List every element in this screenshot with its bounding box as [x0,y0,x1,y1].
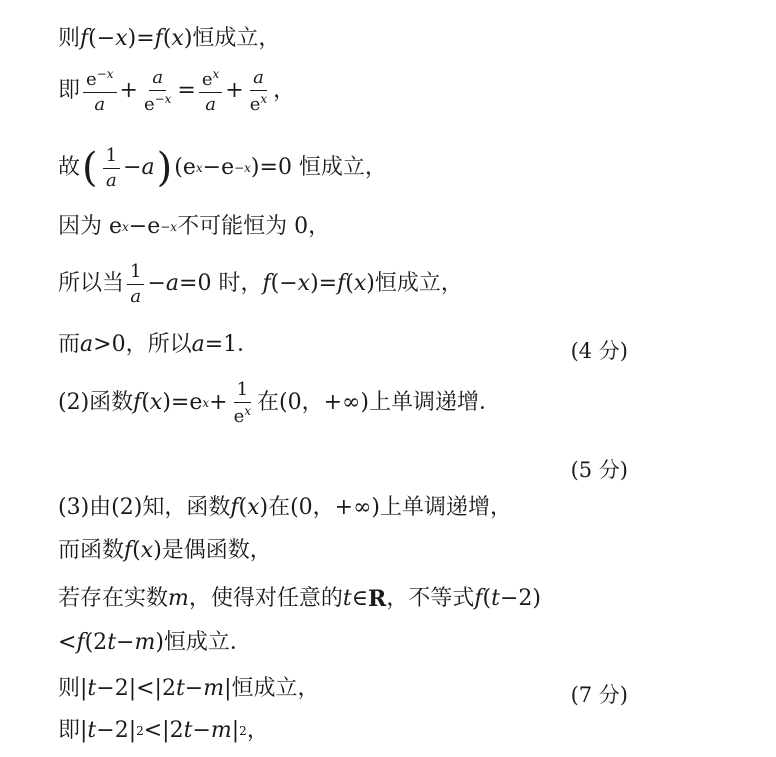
math-var: f [230,495,239,520]
math-var: t [87,676,97,701]
exponent: x [260,91,268,106]
text: 因为 e [58,214,123,239]
text: 所以当 [58,271,125,297]
math-var: f [133,390,142,416]
score-label: (5 分) [570,458,628,482]
text: ， [273,78,296,104]
text: 在(0，+∞)上单调递增． [257,390,501,416]
exponent: x [244,403,252,418]
text: ( [238,495,248,520]
math-var: x [115,26,128,51]
math-var: f [262,271,271,297]
math-var: m [168,586,189,611]
exponent: x [195,161,203,176]
operator: − [123,155,142,181]
text: )恒成立， [366,271,463,297]
exponent: x [212,67,220,81]
operator: − [184,676,204,701]
solution-line-3 [58,146,387,191]
text: (e [174,155,196,181]
fraction [103,146,120,191]
denominator: e [143,93,155,115]
exponent: −x [154,91,172,106]
score-label: (4 分) [570,339,628,363]
text: ，不等式 [386,586,475,611]
operator: + [225,78,244,104]
fraction [127,262,144,307]
solution-line-14 [58,720,269,742]
solution-line-13 [58,678,320,700]
numerator: e [86,69,97,90]
text: |恒成立， [224,676,320,701]
exponent: −x [160,220,178,234]
math-var: m [210,718,232,743]
text: −2|<|2 [96,676,176,701]
text: | [231,718,240,743]
text: )在(0，+∞)上单调递增， [259,495,513,520]
solution-line-2 [58,68,295,115]
text: )恒成立． [155,630,252,655]
denominator: a [205,93,216,115]
exponent: 2 [239,724,247,738]
math-var: t [183,718,193,743]
text: 故 [58,155,81,181]
operator: + [209,390,228,416]
math-var: m [134,630,156,655]
text: 不可能恒为 0， [177,214,331,239]
math-var: f [154,26,163,51]
math-var: a [191,332,205,357]
text: ， [246,718,269,743]
text: ( [132,538,141,563]
math-var: a [165,271,180,297]
text: 若存在实数 [58,586,169,611]
text: ，使得对任意的 [188,586,343,611]
text: (2)函数 [58,390,134,416]
fraction [199,68,222,115]
math-var: t [491,586,500,611]
text: 则 [58,26,81,51]
math-var: x [247,495,260,520]
math-var: a [80,332,94,357]
operator: = [177,78,196,104]
denominator: a [130,285,142,307]
fraction [231,380,254,427]
text: −2) [499,586,541,611]
math-var: x [353,271,367,297]
exponent: x [202,396,210,411]
text: 则| [58,676,88,701]
solution-line-1 [58,28,280,50]
text: <|2 [143,718,184,743]
math-var: m [203,676,225,701]
text: )=0 恒成立， [250,155,387,181]
numerator: 1 [234,380,251,403]
exponent: x [122,220,129,234]
text: )= [310,271,338,297]
denominator: e [249,93,261,115]
solution-line-11 [58,588,541,610]
text: −e [128,214,161,239]
text: −e [202,155,235,181]
text: (3)由(2)知，函数 [58,495,231,520]
text: (− [88,26,116,51]
math-var: f [76,630,85,655]
text: ( [482,586,492,611]
text: >0，所以 [93,332,192,357]
left-paren: ( [82,145,98,192]
exponent: −x [234,161,251,176]
text: 而函数 [58,538,125,563]
denominator: e [233,405,245,427]
math-var: f [124,538,133,563]
solution-line-6 [58,334,259,356]
exponent: 2 [136,724,144,738]
text: −2| [96,718,137,743]
solution-line-10 [58,540,272,562]
score-label: (7 分) [570,683,628,707]
text: ( [162,26,172,51]
math-var: x [171,26,184,51]
exponent: −x [96,67,114,81]
solution-line-12 [58,632,252,654]
denominator: a [94,93,106,115]
solution-line-9 [58,497,512,519]
math-var: a [141,155,155,181]
numerator: 1 [103,146,120,169]
math-var: x [149,390,163,416]
fraction [247,68,270,115]
text: 而 [58,332,81,357]
text: )= [127,26,155,51]
operator: − [192,718,211,743]
text: =1． [204,332,260,357]
math-var: x [140,538,154,563]
text: )是偶函数， [153,538,272,563]
numerator: a [250,68,267,91]
math-set-symbol: R [368,586,387,612]
solution-line-5 [58,262,463,307]
math-var: t [87,718,97,743]
math-var: f [337,271,346,297]
text: (2 [84,630,108,655]
math-var: f [474,586,483,611]
text: )=e [162,390,203,416]
denominator: a [105,169,117,191]
numerator: 1 [127,262,144,285]
numerator: e [201,69,213,90]
operator: < [58,630,77,655]
text: 即| [58,718,88,743]
text: ( [345,271,354,297]
fraction [83,68,116,115]
text: =0 时， [179,271,263,297]
math-var: t [342,586,352,611]
math-var: f [80,26,89,51]
operator: + [119,78,138,104]
math-var: t [175,676,185,701]
text: ( [141,390,150,416]
operator: − [147,271,166,297]
fraction [141,68,174,115]
right-paren: ) [156,145,173,192]
text: 即 [58,78,81,104]
operator: ∈ [351,586,369,611]
numerator: a [149,68,166,91]
solution-line-7 [58,380,501,427]
text: (− [270,271,298,297]
math-var: t [107,630,117,655]
operator: − [116,630,135,655]
math-var: x [297,271,311,297]
solution-line-4 [58,216,330,238]
text: )恒成立， [183,26,281,51]
